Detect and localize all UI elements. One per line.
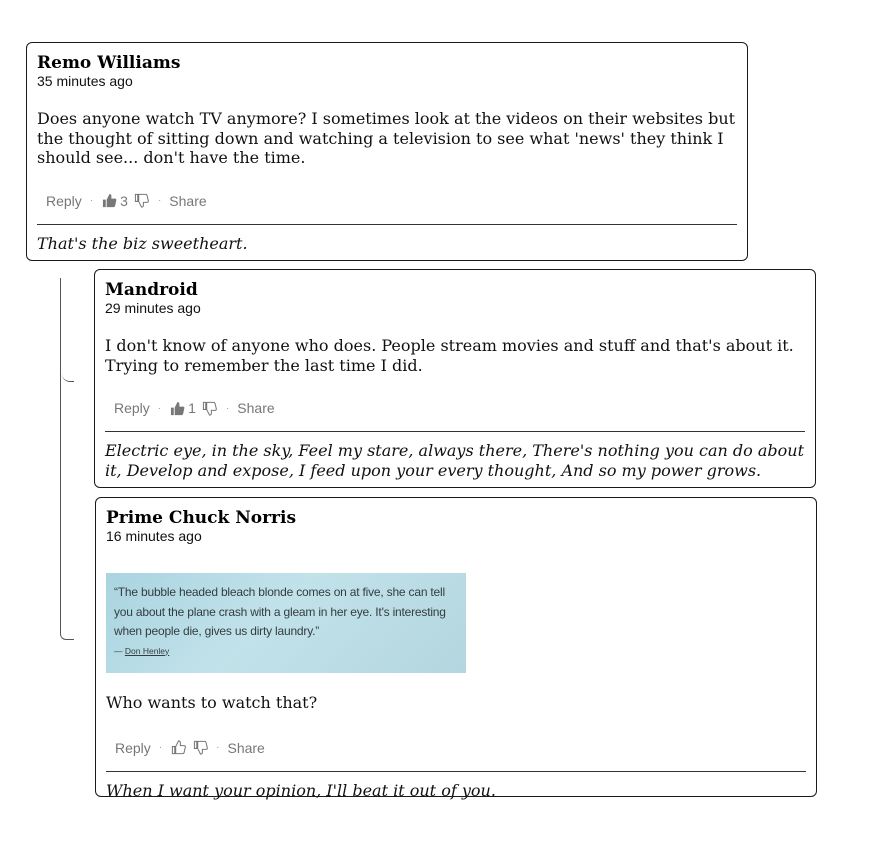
quote-image-text: “The bubble headed bleach blonde comes on at five, she can tell you about the plane crash with a gleam in her eye. It's interesting when people die, gives us dirty laundry.” (114, 585, 446, 638)
thumbs-down-icon[interactable] (192, 740, 208, 756)
attribution-name: Don Henley (124, 645, 170, 656)
thumbs-down-icon[interactable] (202, 400, 218, 416)
comment-actions (105, 399, 805, 417)
separator-dot: · (89, 195, 94, 206)
separator-dot: · (157, 402, 162, 414)
comment-author[interactable]: Mandroid (105, 280, 198, 300)
share-button[interactable]: Share (237, 400, 275, 416)
comment-actions (106, 739, 806, 757)
quote-image[interactable] (106, 573, 466, 673)
comment-signature: That's the biz sweetheart. (37, 233, 248, 253)
like-count: 1 (188, 400, 196, 416)
reply-button[interactable]: Reply (46, 192, 82, 209)
share-button[interactable]: Share (227, 739, 265, 756)
comment-author[interactable]: Prime Chuck Norris (106, 508, 297, 528)
comment-card (26, 42, 748, 261)
thumbs-up-outline-icon[interactable] (170, 740, 186, 756)
attribution-prefix: — (114, 645, 125, 656)
like-count: 3 (120, 192, 128, 209)
comment-timestamp: 29 minutes ago (105, 300, 201, 316)
comment-timestamp: 16 minutes ago (106, 528, 202, 544)
comment-timestamp: 35 minutes ago (37, 73, 133, 89)
comment-card (95, 497, 817, 800)
comment-signature: Electric eye, in the sky, Feel my stare, always there, There's nothing you can do about it, Develop and expose, I feed upon your every thought, And so my power grows. (105, 441, 804, 480)
comment-body: I don't know of anyone who does. People stream movies and stuff and that's about it. Trying to remember the last time I did. (105, 336, 794, 375)
separator-dot: · (158, 742, 163, 753)
comment-author[interactable]: Remo Williams (37, 53, 181, 73)
separator-dot: · (216, 742, 220, 753)
share-button[interactable]: Share (169, 192, 207, 209)
reply-button[interactable]: Reply (115, 739, 151, 756)
thread-connector-line (60, 278, 74, 640)
comment-body: Who wants to watch that? (106, 693, 318, 712)
signature-divider (37, 224, 737, 225)
thumbs-up-filled-icon[interactable] (101, 193, 117, 209)
separator-dot: · (157, 195, 162, 206)
comment-body: Does anyone watch TV anymore? I sometimes look at the videos on their websites but the thought of sitting down and watching a television to see what 'news' they think I should see... don't have the time. (37, 109, 736, 167)
signature-divider (105, 431, 805, 432)
comment-card (94, 269, 816, 488)
comment-actions (37, 192, 737, 210)
separator-dot: · (225, 402, 230, 414)
comment-signature: When I want your opinion, I'll beat it out of you. (106, 780, 496, 800)
thumbs-down-icon[interactable] (134, 193, 150, 209)
signature-divider (106, 771, 806, 772)
thumbs-up-filled-icon[interactable] (169, 400, 185, 416)
quote-image-attribution (114, 646, 458, 656)
reply-button[interactable]: Reply (114, 400, 150, 416)
